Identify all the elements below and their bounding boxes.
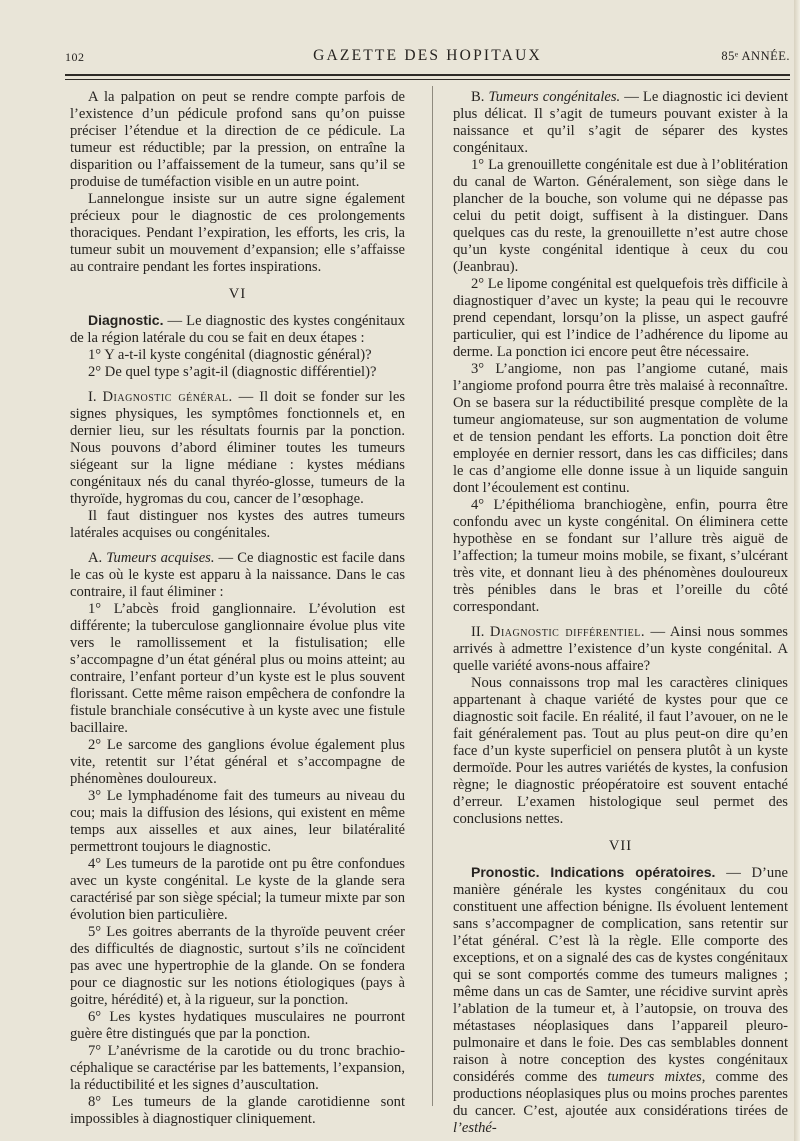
subsection-text: — Ce diagnostic est facile dans le cas où le kyste est apparu à la naissance. Dans le cas contraire, il faut éliminer : bbox=[70, 550, 405, 600]
paragraph-pronostic bbox=[453, 864, 788, 1137]
italic-term: tumeurs mixtes bbox=[607, 1069, 702, 1085]
paragraph: Il faut distinguer nos kystes des autres tumeurs latérales acquises ou congénitales. bbox=[70, 508, 405, 541]
subsection-number: I. bbox=[88, 389, 103, 405]
paragraph-diagnostic-differentiel bbox=[453, 624, 788, 675]
subsection-lead: Tumeurs acquises. bbox=[106, 550, 215, 566]
subsection-number: B. bbox=[471, 89, 489, 105]
diagnostic-lead: Diagnostic. bbox=[88, 312, 164, 328]
running-title: GAZETTE DES HOPITAUX bbox=[313, 47, 542, 64]
paragraph-tumeurs-acquises bbox=[70, 550, 405, 601]
paragraph-tumeurs-congenitales bbox=[453, 89, 788, 157]
paragraph-diagnostic bbox=[70, 312, 405, 347]
list-item: 1° La grenouillette congénitale est due à l’oblitération du canal de Warton. Généralement, son siège dans le plancher de la bouche, son volume qui ne dépasse pas celui du petit doigt, suffisent à la distinguer. Dans quelques cas du reste, la grenouillette n’est autre chose qu’un kyste congénital identique à ceux du cou (Jeanbrau). bbox=[453, 157, 788, 275]
italic-term: l’esthé- bbox=[453, 1120, 497, 1136]
list-item: 4° Les tumeurs de la parotide ont pu être confondues avec un kyste congénital. Le kyste de la glande sera caractérisé par son siège spécial; la tumeur mixte par son évolution bien particulière. bbox=[70, 856, 405, 923]
list-item: 4° L’épithélioma branchiogène, enfin, pourra être confondu avec un kyste congénital. On éliminera cette hypothèse en se fondant sur l’allure très aiguë de l’affection; la tumeur moins mobile, se fixant, s’ulcérant très vite, et donnant lieu à des phénomènes douloureux très pénibles dans le bras et l’oreille du côté correspondant. bbox=[453, 497, 788, 615]
page-edge bbox=[794, 0, 800, 1141]
page-header bbox=[65, 42, 790, 72]
list-item: 3° Le lymphadénome fait des tumeurs au niveau du cou; mais la diffusion des lésions, qui existent en même temps aux aisselles et aux aines, leur bilatéralité permettront toujours le diagnostic. bbox=[70, 788, 405, 855]
subsection-lead: Diagnostic différentiel. bbox=[489, 624, 645, 640]
list-item: 1° L’abcès froid ganglionnaire. L’évolution est différente; la tuberculose ganglionnaire évolue plus vite vers le ramollissement et la fistulisation; elle s’accompagne d’un état général plus ou moins atteint; au contraire, l’enfant porteur d’un kyste est le plus souvent florissant. Cette même raison empêchera de confondre la fistule branchiale consécutive à un kyste avec une fistule bacillaire. bbox=[70, 601, 405, 736]
pronostic-text: , comme des productions néoplasiques plus ou moins proches parentes du cancer. C’est, ajoutée aux considérations tirées de bbox=[453, 1069, 788, 1119]
list-item: 2° De quel type s’agit-il (diagnostic différentiel)? bbox=[88, 364, 377, 380]
subsection-number: A. bbox=[88, 550, 107, 566]
diagnostic-text: — Le diagnostic des kystes congénitaux de la région latérale du cou se fait en deux étapes : bbox=[70, 313, 405, 346]
subsection-lead: Tumeurs congénitales. bbox=[488, 89, 621, 105]
subsection-text: — Le diagnostic ici devient plus délicat. Il s’agit de tumeurs pouvant exister à la naissance et qu’il s’agit de séparer des kystes congénitaux. bbox=[453, 89, 789, 156]
left-column bbox=[70, 89, 405, 1128]
header-rule-thin bbox=[65, 79, 790, 80]
pronostic-lead: Pronostic. Indications opératoires. bbox=[471, 864, 716, 880]
list-item: 2° Le sarcome des ganglions évolue également plus vite, retentit sur l’état général et s’accompagne de phénomènes douloureux. bbox=[70, 737, 405, 787]
subsection-text: — Il doit se fonder sur les signes physiques, les symptômes fonctionnels et, en dernier lieu, sur les résultats fournis par la ponction. Nous pouvons d’abord éliminer toutes les tumeurs siégeant sur la ligne médiane : kystes médians congénitaux nés du canal thyréo-glosse, tumeurs de la thyroïde, hygromas du cou, cancer de l’œsophage. bbox=[70, 389, 405, 507]
list-item: 5° Les goitres aberrants de la thyroïde peuvent créer des difficultés de diagnostic, surtout s’ils ne coïncident pas avec une hypertrophie de la glande. On se fondera pour ce diagnostic sur les notions étiologiques (pays à goitre, hérédité) et, à la rigueur, sur la ponction. bbox=[70, 924, 405, 1008]
section-heading-vii: VII bbox=[608, 838, 633, 854]
pronostic-text: — D’une manière générale les kystes congénitaux du cou constituent une affection bénigne. Ils évoluent lentement sans s’accompagner de complication, sans retentir sur l’état général. C’est là la règle. Elle comporte des exceptions, et on a signalé des cas de kystes congénitaux qui se sont comportés comme des tumeurs malignes ; même dans un cas de Samter, une récidive survint après l’ablation de la tumeur et, à l’autopsie, on trouva des métastases néoplasiques dans l’appareil pleuro-pulmonaire et dans le foie. Des cas semblables donnent raison à notre conception des kystes congénitaux considérés comme des bbox=[453, 865, 788, 1085]
subsection-lead: Diagnostic général. bbox=[102, 389, 233, 405]
subsection-text: — Ainsi nous sommes arrivés à admettre l’existence d’un kyste congénital. A quelle variété avons-nous affaire? bbox=[453, 624, 788, 674]
list-item: 3° L’angiome, non pas l’angiome cutané, mais l’angiome profond pourra être très malaisé à reconnaître. On se basera sur la réductibilité presque complète de la tumeur angiomateuse, sur son augmentation de volume et de tension pendant les efforts. La ponction doit être employée en dernier ressort, dans les cas difficiles; dans le cas d’angiome elle donne issue à un liquide sanguin dont l’écoulement est continu. bbox=[453, 361, 788, 496]
page-number: 102 bbox=[65, 50, 85, 64]
subsection-number: II. bbox=[471, 624, 490, 640]
list-item: 6° Les kystes hydatiques musculaires ne pourront guère être distingués que par la ponction. bbox=[70, 1009, 405, 1042]
section-heading-vi: VI bbox=[228, 286, 247, 302]
paragraph: A la palpation on peut se rendre compte parfois de l’existence d’un pédicule profond sans qu’on puisse préciser l’étendue et la direction de ce pédicule. La tumeur est réductible; par la pression, on entraîne la disparition ou l’affaissement de la tumeur, sans qu’il se produise de tuméfaction visible en un autre point. bbox=[70, 89, 405, 190]
right-column bbox=[453, 89, 788, 1137]
list-item: 2° Le lipome congénital est quelquefois très difficile à diagnostiquer d’avec un kyste; la peau qui le recouvre prend cependant, lorsqu’on la plisse, un aspect gaufré particulier, qui est l’indice de l’adhérence du lipome au derme. La ponction ici encore peut être nécessaire. bbox=[453, 276, 788, 360]
list-item: 8° Les tumeurs de la glande carotidienne sont impossibles à diagnostiquer cliniquement. bbox=[70, 1094, 405, 1127]
paragraph: Lannelongue insiste sur un autre signe également précieux pour le diagnostic de ces prolongements thoraciques. Pendant l’expiration, les efforts, les cris, la tumeur subit un mouvement d’expansion; elle s’affaisse au contraire pendant les fortes inspirations. bbox=[70, 191, 405, 275]
list-item: 1° Y a-t-il kyste congénital (diagnostic général)? bbox=[88, 347, 372, 363]
list-item: 7° L’anévrisme de la carotide ou du tronc brachio-céphalique se caractérise par les battements, l’expansion, la réductibilité et les signes d’auscultation. bbox=[70, 1043, 405, 1093]
header-rule-thick bbox=[65, 74, 790, 76]
paragraph: Nous connaissons trop mal les caractères cliniques appartenant à chaque variété de kystes pour que ce diagnostic soit facile. En réalité, il faut l’avouer, on ne le fait généralement pas. Tout au plus peut-on dire qu’en face d’un kyste superficiel on pensera plutôt à un kyste dermoïde. Pour les autres variétés de kystes, la confusion règne; le diagnostic préopératoire est souvent entaché d’erreur. L’examen histologique seul permet des conclusions nettes. bbox=[453, 675, 788, 827]
paragraph-diagnostic-general bbox=[70, 389, 405, 508]
column-divider bbox=[432, 86, 433, 1106]
year-label: 85ᵉ ANNÉE. bbox=[721, 49, 790, 63]
